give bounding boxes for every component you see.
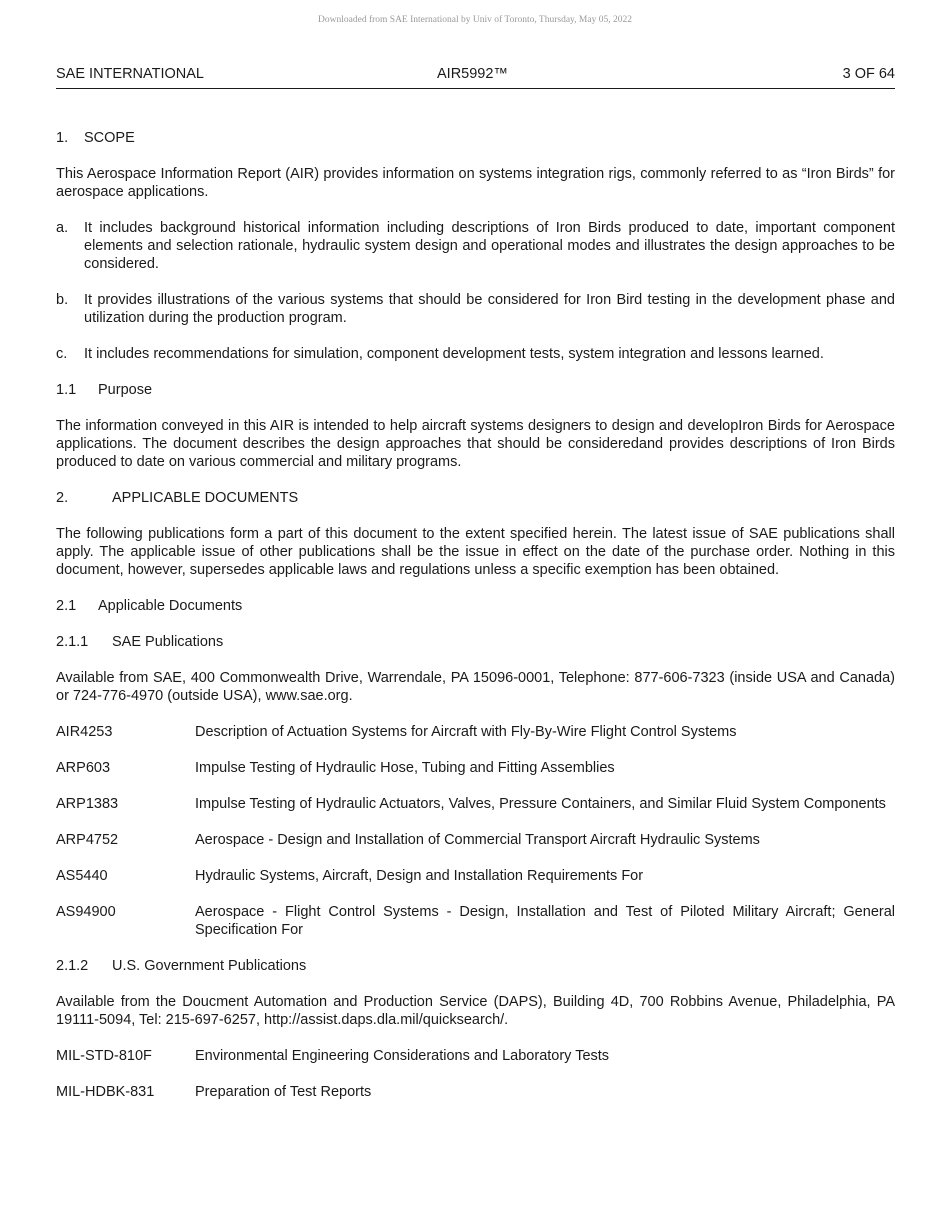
- section-purpose-heading: [56, 381, 895, 399]
- section-applicable-documents-heading: [56, 489, 895, 507]
- sae-availability-paragraph: Available from SAE, 400 Commonwealth Drive, Warrendale, PA 15096-0001, Telephone: 877-606-7323 (inside USA and Canada) or 724-776-4970 (outside USA), www.sae.org.: [56, 670, 895, 704]
- list-marker: b.: [56, 292, 69, 308]
- page-header: [56, 66, 895, 89]
- section-title: APPLICABLE DOCUMENTS: [112, 490, 299, 506]
- reference-row: [56, 795, 895, 813]
- reference-row: [56, 903, 895, 939]
- reference-row: [56, 1083, 895, 1101]
- reference-code: ARP4752: [56, 832, 119, 848]
- section-number: 2.1.2: [56, 958, 89, 974]
- section-title: Purpose: [98, 382, 153, 398]
- scope-list-item: [56, 219, 895, 273]
- section-title: Applicable Documents: [98, 598, 243, 614]
- reference-row: [56, 867, 895, 885]
- reference-code: MIL-HDBK-831: [56, 1084, 155, 1100]
- applicable-documents-paragraph: The following publications form a part of this document to the extent specified herein. The latest issue of SAE publications shall apply. The applicable issue of other publications shall be the issue in effect on the date of the purchase order. Nothing in this document, however, supersedes applicable laws and regulations unless a specific exemption has been obtained.: [56, 526, 895, 578]
- reference-title: Aerospace - Flight Control Systems - Design, Installation and Test of Piloted Military Aircraft; General Specification For: [195, 904, 895, 938]
- section-sae-publications-heading: [56, 633, 895, 651]
- section-number: 1.1: [56, 382, 77, 398]
- reference-code: AIR4253: [56, 724, 113, 740]
- section-government-publications-heading: [56, 957, 895, 975]
- reference-title: Impulse Testing of Hydraulic Hose, Tubing and Fitting Assemblies: [195, 760, 615, 776]
- reference-row: [56, 831, 895, 849]
- reference-code: ARP1383: [56, 796, 119, 812]
- reference-code: AS94900: [56, 904, 116, 920]
- purpose-paragraph: The information conveyed in this AIR is intended to help aircraft systems designers to design and developIron Birds for Aerospace applications. The document describes the design approaches that should be consideredand provides descriptions of Iron Birds produced to date on various commercial and military programs.: [56, 418, 895, 470]
- header-organization: SAE INTERNATIONAL: [56, 66, 204, 82]
- reference-row: [56, 723, 895, 741]
- section-title: U.S. Government Publications: [112, 958, 307, 974]
- reference-title: Description of Actuation Systems for Aircraft with Fly-By-Wire Flight Control Systems: [195, 724, 737, 740]
- list-marker: c.: [56, 346, 68, 362]
- section-title: SCOPE: [84, 130, 135, 146]
- reference-row: [56, 759, 895, 777]
- reference-title: Impulse Testing of Hydraulic Actuators, Valves, Pressure Containers, and Similar Fluid System Components: [195, 796, 886, 812]
- document-body: [56, 129, 895, 1119]
- reference-code: AS5440: [56, 868, 108, 884]
- list-text: It provides illustrations of the various systems that should be considered for Iron Bird testing in the development phase and utilization during the production program.: [84, 292, 895, 326]
- reference-title: Hydraulic Systems, Aircraft, Design and Installation Requirements For: [195, 868, 644, 884]
- reference-title: Preparation of Test Reports: [195, 1084, 372, 1100]
- government-availability-paragraph: Available from the Doucment Automation and Production Service (DAPS), Building 4D, 700 Robbins Avenue, Philadelphia, PA 19111-5094, Tel: 215-697-6257, http://assist.daps.dla.mil/quicksearch/.: [56, 994, 895, 1028]
- scope-intro-paragraph: This Aerospace Information Report (AIR) provides information on systems integration rigs, commonly referred to as “Iron Birds” for aerospace applications.: [56, 166, 895, 200]
- section-number: 2.: [56, 490, 69, 506]
- reference-row: [56, 1047, 895, 1065]
- reference-code: MIL-STD-810F: [56, 1048, 152, 1064]
- download-watermark: Downloaded from SAE International by Univ of Toronto, Thursday, May 05, 2022: [318, 15, 632, 25]
- section-number: 1.: [56, 130, 69, 146]
- list-text: It includes background historical information including descriptions of Iron Birds produced to date, important component elements and selection rationale, hydraulic system design and operational modes and illustrates the design approaches to be considered.: [84, 220, 895, 272]
- list-text: It includes recommendations for simulation, component development tests, system integration and lessons learned.: [84, 346, 824, 362]
- list-marker: a.: [56, 220, 69, 236]
- reference-title: Environmental Engineering Considerations and Laboratory Tests: [195, 1048, 610, 1064]
- section-scope-heading: [56, 129, 895, 147]
- section-2-1-heading: [56, 597, 895, 615]
- section-number: 2.1.1: [56, 634, 89, 650]
- scope-list-item: [56, 291, 895, 327]
- header-page-number: 3 OF 64: [842, 66, 895, 82]
- header-document-number: AIR5992™: [437, 66, 508, 82]
- scope-list-item: [56, 345, 895, 363]
- section-title: SAE Publications: [112, 634, 224, 650]
- section-number: 2.1: [56, 598, 77, 614]
- reference-code: ARP603: [56, 760, 111, 776]
- reference-title: Aerospace - Design and Installation of Commercial Transport Aircraft Hydraulic Systems: [195, 832, 760, 848]
